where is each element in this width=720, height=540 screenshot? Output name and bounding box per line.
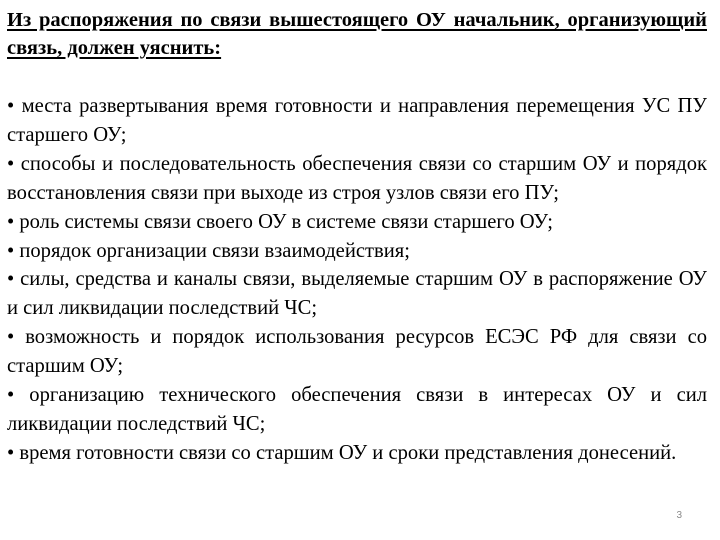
list-item: [7, 265, 707, 323]
list-item: [7, 208, 707, 237]
bullet-marker: •: [7, 268, 21, 291]
list-item-text: силы, средства и каналы связи, выделяемые старшим ОУ в распоряжение ОУ и сил ликвидации последствий ЧС;: [7, 268, 708, 320]
bullet-marker: •: [7, 326, 26, 349]
slide-title: Из распоряжения по связи вышестоящего ОУ начальник, организующий связь, должен уяснить:: [7, 9, 707, 59]
list-item: [7, 439, 707, 468]
bullet-marker: •: [7, 152, 21, 175]
list-item-text: порядок организации связи взаимодействия;: [19, 239, 410, 262]
list-item-text: время готовности связи со старшим ОУ и сроки представления донесений.: [19, 441, 677, 464]
bullet-marker: •: [7, 441, 20, 464]
page-number: 3: [676, 510, 682, 521]
list-item-text: места развертывания время готовности и направления перемещения УС ПУ старшего ОУ;: [7, 95, 708, 146]
list-item: [7, 150, 707, 208]
bullet-marker: •: [7, 95, 22, 117]
bullet-list: [7, 92, 707, 468]
list-item-text: роль системы связи своего ОУ в системе связи старшего ОУ;: [19, 210, 554, 233]
list-item: [7, 323, 707, 381]
list-item-text: организацию технического обеспечения связи в интересах ОУ и сил ликвидации последствий ЧС;: [7, 384, 708, 435]
list-item: [7, 92, 707, 150]
bullet-marker: •: [7, 384, 30, 407]
list-item-text: возможность и порядок использования ресурсов ЕСЭС РФ для связи со старшим ОУ;: [7, 326, 708, 378]
list-item: [7, 381, 707, 439]
bullet-marker: •: [7, 210, 20, 233]
list-item-text: способы и последовательность обеспечения связи со старшим ОУ и порядок восстановления связи при выходе из строя узлов связи его ПУ;: [7, 152, 707, 204]
bullet-marker: •: [7, 239, 20, 262]
list-item: [7, 237, 707, 266]
